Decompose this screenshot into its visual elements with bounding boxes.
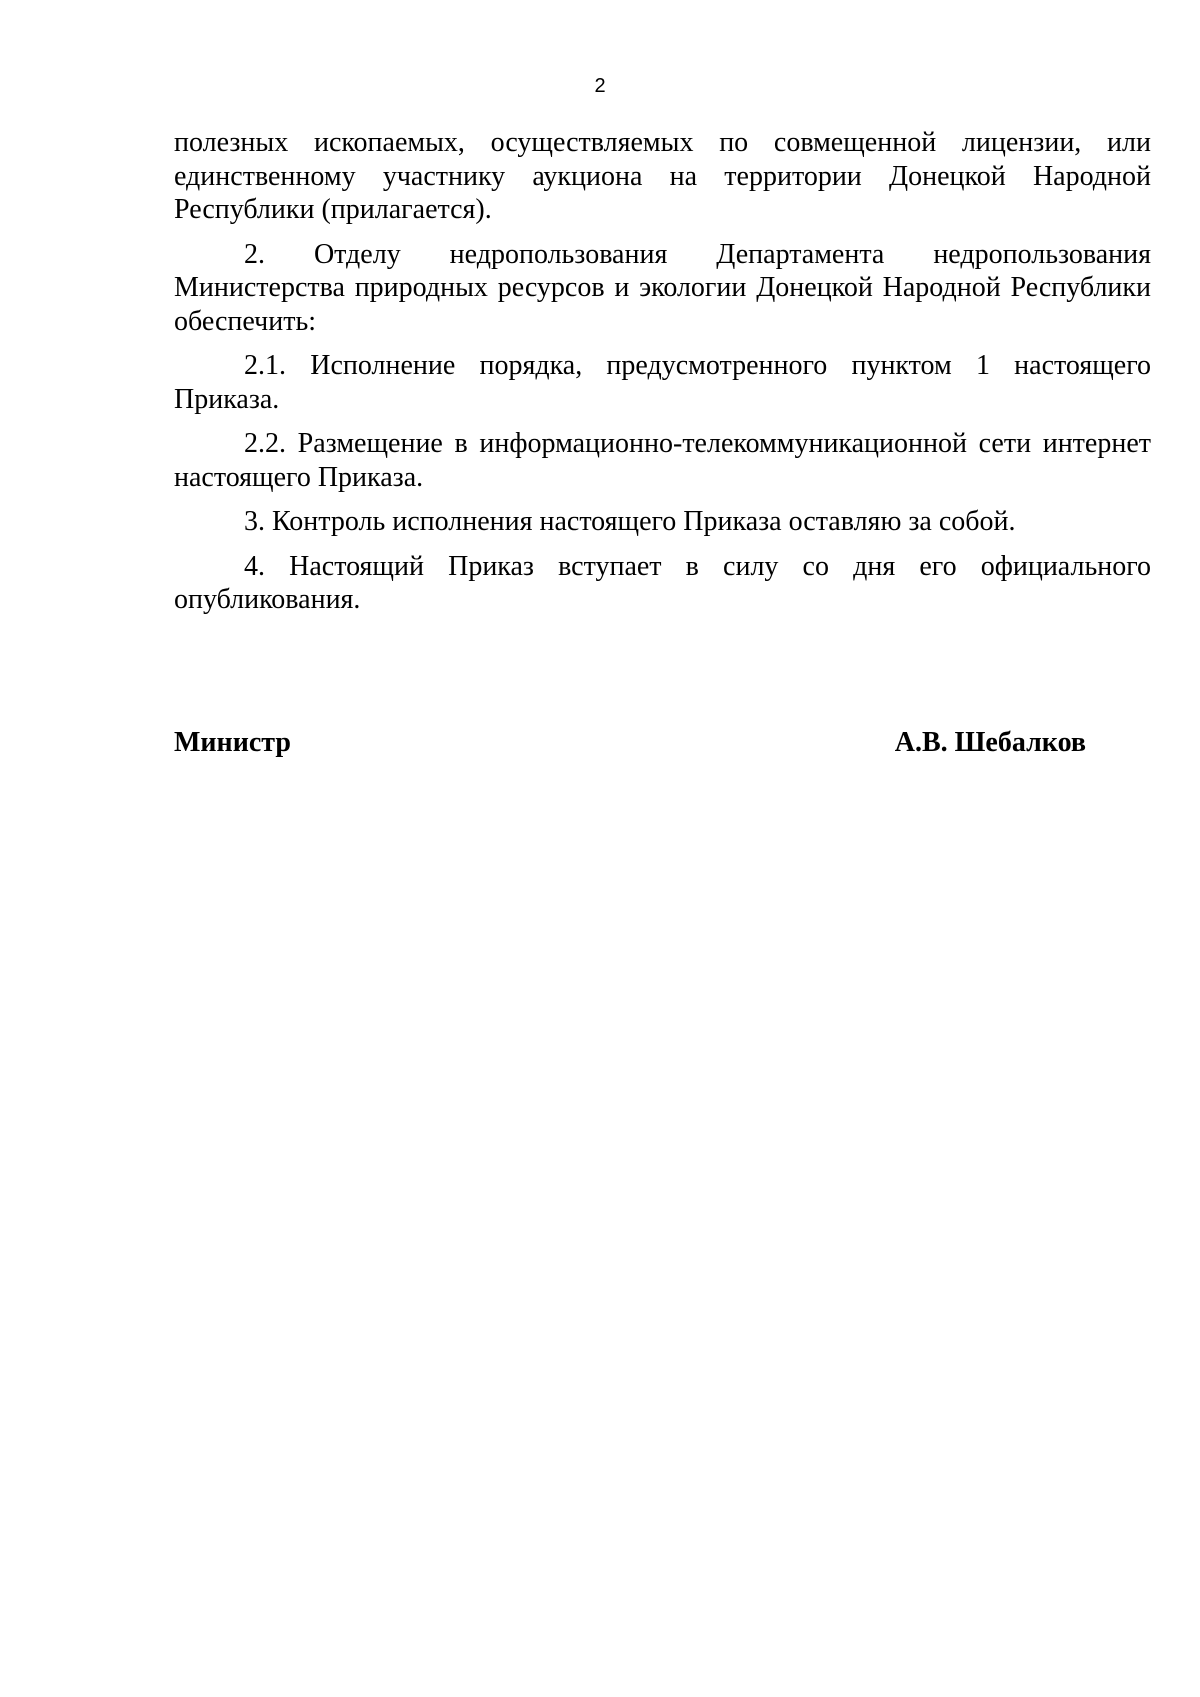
signatory-name: А.В. Шебалков <box>894 727 1086 758</box>
paragraph-item-2: 2. Отделу недропользования Департамента недропользования Министерства природных ресурсов и экологии Донецкой Народной Республики обеспечить: <box>174 238 1151 337</box>
signatory-title: Министр <box>174 727 291 758</box>
paragraph-item-4: 4. Настоящий Приказ вступает в силу со дня его официального опубликования. <box>174 550 1151 615</box>
document-body <box>174 126 1151 628</box>
paragraph-item-2-1: 2.1. Исполнение порядка, предусмотренного пунктом 1 настоящего Приказа. <box>174 350 1151 415</box>
paragraph-continuation: полезных ископаемых, осуществляемых по совмещенной лицензии, или единственному участнику аукциона на территории Донецкой Народной Республики (прилагается). <box>174 127 1151 225</box>
paragraph-item-2-2: 2.2. Размещение в информационно-телекоммуникационной сети интернет настоящего Приказа. <box>174 428 1151 493</box>
page-number: 2 <box>594 75 606 97</box>
paragraph-item-3: 3. Контроль исполнения настоящего Приказа оставляю за собой. <box>244 506 1016 537</box>
